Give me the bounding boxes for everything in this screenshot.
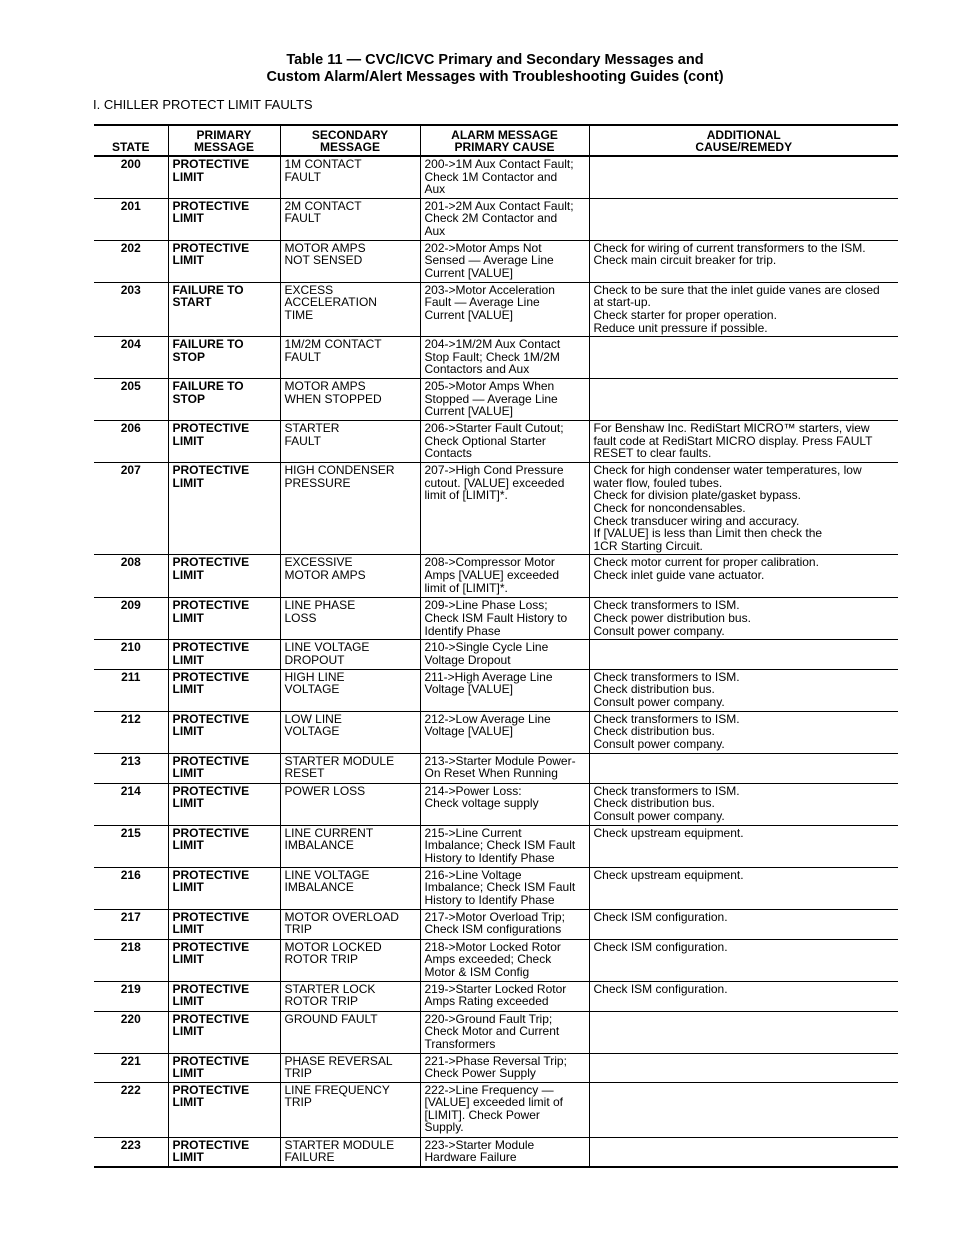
row-state: 207 bbox=[94, 463, 168, 555]
row-alarm-message: 221->Phase Reversal Trip; Check Power Supply bbox=[420, 1053, 589, 1082]
row-secondary-message: HIGH LINE VOLTAGE bbox=[280, 669, 420, 711]
row-primary-message: PROTECTIVE LIMIT bbox=[168, 598, 280, 640]
table-title-line-2: Custom Alarm/Alert Messages with Troubleshooting Guides (cont) bbox=[266, 69, 724, 85]
row-alarm-message: 219->Starter Locked Rotor Amps Rating exceeded bbox=[420, 981, 589, 1011]
row-state: 205 bbox=[94, 379, 168, 421]
row-alarm-message: 203->Motor Acceleration Fault — Average Line Current [VALUE] bbox=[420, 282, 589, 336]
row-additional-remedy: Check transformers to ISM. Check distribution bus. Consult power company. bbox=[589, 669, 898, 711]
table-row bbox=[94, 1137, 898, 1167]
row-alarm-message: 223->Starter Module Hardware Failure bbox=[420, 1137, 589, 1167]
row-alarm-message: 210->Single Cycle Line Voltage Dropout bbox=[420, 640, 589, 669]
table-row bbox=[94, 783, 898, 825]
row-alarm-message: 216->Line Voltage Imbalance; Check ISM Fault History to Identify Phase bbox=[420, 867, 589, 909]
row-primary-message: PROTECTIVE LIMIT bbox=[168, 867, 280, 909]
table-title-line-1: Table 11 — CVC/ICVC Primary and Secondary Messages and bbox=[286, 52, 704, 68]
row-primary-message: PROTECTIVE LIMIT bbox=[168, 669, 280, 711]
row-primary-message: PROTECTIVE LIMIT bbox=[168, 1011, 280, 1053]
row-state: 221 bbox=[94, 1053, 168, 1082]
row-state: 219 bbox=[94, 981, 168, 1011]
row-secondary-message: STARTER MODULE RESET bbox=[280, 753, 420, 783]
row-alarm-message: 205->Motor Amps When Stopped — Average Line Current [VALUE] bbox=[420, 379, 589, 421]
row-additional-remedy bbox=[589, 1053, 898, 1082]
header-row bbox=[94, 125, 898, 156]
row-primary-message: PROTECTIVE LIMIT bbox=[168, 981, 280, 1011]
row-additional-remedy bbox=[589, 1011, 898, 1053]
row-secondary-message: EXCESS ACCELERATION TIME bbox=[280, 282, 420, 336]
row-additional-remedy: Check upstream equipment. bbox=[589, 825, 898, 867]
section-heading: I. CHILLER PROTECT LIMIT FAULTS bbox=[93, 97, 313, 112]
row-state: 204 bbox=[94, 337, 168, 379]
row-secondary-message: MOTOR LOCKED ROTOR TRIP bbox=[280, 939, 420, 981]
row-additional-remedy: Check ISM configuration. bbox=[589, 909, 898, 939]
row-alarm-message: 222->Line Frequency — [VALUE] exceeded limit of [LIMIT]. Check Power Supply. bbox=[420, 1082, 589, 1137]
row-state: 202 bbox=[94, 240, 168, 282]
table-row bbox=[94, 753, 898, 783]
row-additional-remedy: Check for wiring of current transformers to the ISM. Check main circuit breaker for trip. bbox=[589, 240, 898, 282]
table-row bbox=[94, 555, 898, 598]
table-body bbox=[94, 156, 898, 1167]
row-secondary-message: MOTOR AMPS WHEN STOPPED bbox=[280, 379, 420, 421]
table-row bbox=[94, 198, 898, 240]
row-secondary-message: HIGH CONDENSER PRESSURE bbox=[280, 463, 420, 555]
row-state: 211 bbox=[94, 669, 168, 711]
header-additional-remedy: ADDITIONAL CAUSE/REMEDY bbox=[589, 125, 898, 156]
row-secondary-message: POWER LOSS bbox=[280, 783, 420, 825]
row-state: 209 bbox=[94, 598, 168, 640]
row-additional-remedy bbox=[589, 156, 898, 198]
row-state: 215 bbox=[94, 825, 168, 867]
row-secondary-message: 1M CONTACT FAULT bbox=[280, 156, 420, 198]
table-row bbox=[94, 1053, 898, 1082]
row-state: 222 bbox=[94, 1082, 168, 1137]
row-state: 203 bbox=[94, 282, 168, 336]
row-state: 218 bbox=[94, 939, 168, 981]
row-secondary-message: MOTOR OVERLOAD TRIP bbox=[280, 909, 420, 939]
row-additional-remedy bbox=[589, 198, 898, 240]
row-primary-message: PROTECTIVE LIMIT bbox=[168, 1137, 280, 1167]
row-alarm-message: 201->2M Aux Contact Fault; Check 2M Contactor and Aux bbox=[420, 198, 589, 240]
row-secondary-message: EXCESSIVE MOTOR AMPS bbox=[280, 555, 420, 598]
table-row bbox=[94, 669, 898, 711]
row-state: 216 bbox=[94, 867, 168, 909]
troubleshooting-table bbox=[94, 124, 898, 1168]
row-secondary-message: MOTOR AMPS NOT SENSED bbox=[280, 240, 420, 282]
row-additional-remedy bbox=[589, 753, 898, 783]
row-alarm-message: 208->Compressor Motor Amps [VALUE] exceeded limit of [LIMIT]*. bbox=[420, 555, 589, 598]
row-primary-message: PROTECTIVE LIMIT bbox=[168, 640, 280, 669]
row-alarm-message: 214->Power Loss: Check voltage supply bbox=[420, 783, 589, 825]
row-alarm-message: 211->High Average Line Voltage [VALUE] bbox=[420, 669, 589, 711]
row-additional-remedy: For Benshaw Inc. RediStart MICRO™ starters, view fault code at RediStart MICRO display. Press FAULT RESET to clear faults. bbox=[589, 421, 898, 463]
table-row bbox=[94, 867, 898, 909]
row-additional-remedy: Check transformers to ISM. Check distribution bus. Consult power company. bbox=[589, 783, 898, 825]
table-header bbox=[94, 125, 898, 156]
row-additional-remedy: Check ISM configuration. bbox=[589, 939, 898, 981]
row-primary-message: PROTECTIVE LIMIT bbox=[168, 1053, 280, 1082]
row-state: 206 bbox=[94, 421, 168, 463]
row-alarm-message: 204->1M/2M Aux Contact Stop Fault; Check 1M/2M Contactors and Aux bbox=[420, 337, 589, 379]
row-primary-message: PROTECTIVE LIMIT bbox=[168, 711, 280, 753]
table-row bbox=[94, 379, 898, 421]
header-alarm-message: ALARM MESSAGE PRIMARY CAUSE bbox=[420, 125, 589, 156]
row-alarm-message: 207->High Cond Pressure cutout. [VALUE] exceeded limit of [LIMIT]*. bbox=[420, 463, 589, 555]
row-additional-remedy bbox=[589, 1137, 898, 1167]
table-row bbox=[94, 337, 898, 379]
row-state: 212 bbox=[94, 711, 168, 753]
row-alarm-message: 218->Motor Locked Rotor Amps exceeded; Check Motor & ISM Config bbox=[420, 939, 589, 981]
row-state: 213 bbox=[94, 753, 168, 783]
row-additional-remedy: Check for high condenser water temperatures, low water flow, fouled tubes. Check for division plate/gasket bypass. Check for noncondensables. Check transducer wiring and accuracy. If [VALUE] is less than Limit then check the 1CR Starting Circuit. bbox=[589, 463, 898, 555]
row-additional-remedy bbox=[589, 337, 898, 379]
row-secondary-message: GROUND FAULT bbox=[280, 1011, 420, 1053]
row-primary-message: PROTECTIVE LIMIT bbox=[168, 198, 280, 240]
row-additional-remedy: Check motor current for proper calibration. Check inlet guide vane actuator. bbox=[589, 555, 898, 598]
table-row bbox=[94, 598, 898, 640]
row-alarm-message: 209->Line Phase Loss; Check ISM Fault History to Identify Phase bbox=[420, 598, 589, 640]
table-row bbox=[94, 640, 898, 669]
row-state: 208 bbox=[94, 555, 168, 598]
header-state: STATE bbox=[94, 125, 168, 156]
row-additional-remedy: Check ISM configuration. bbox=[589, 981, 898, 1011]
row-additional-remedy: Check transformers to ISM. Check distribution bus. Consult power company. bbox=[589, 711, 898, 753]
row-state: 201 bbox=[94, 198, 168, 240]
row-additional-remedy: Check transformers to ISM. Check power distribution bus. Consult power company. bbox=[589, 598, 898, 640]
row-primary-message: PROTECTIVE LIMIT bbox=[168, 753, 280, 783]
row-state: 200 bbox=[94, 156, 168, 198]
row-primary-message: PROTECTIVE LIMIT bbox=[168, 1082, 280, 1137]
row-state: 223 bbox=[94, 1137, 168, 1167]
row-state: 210 bbox=[94, 640, 168, 669]
row-primary-message: PROTECTIVE LIMIT bbox=[168, 783, 280, 825]
row-secondary-message: LOW LINE VOLTAGE bbox=[280, 711, 420, 753]
table-row bbox=[94, 421, 898, 463]
row-state: 214 bbox=[94, 783, 168, 825]
table-row bbox=[94, 1082, 898, 1137]
table-row bbox=[94, 156, 898, 198]
row-primary-message: FAILURE TO START bbox=[168, 282, 280, 336]
row-secondary-message: LINE FREQUENCY TRIP bbox=[280, 1082, 420, 1137]
row-primary-message: PROTECTIVE LIMIT bbox=[168, 939, 280, 981]
row-alarm-message: 212->Low Average Line Voltage [VALUE] bbox=[420, 711, 589, 753]
row-alarm-message: 200->1M Aux Contact Fault; Check 1M Contactor and Aux bbox=[420, 156, 589, 198]
row-primary-message: PROTECTIVE LIMIT bbox=[168, 240, 280, 282]
table-row bbox=[94, 240, 898, 282]
table-row bbox=[94, 282, 898, 336]
row-alarm-message: 213->Starter Module Power- On Reset When Running bbox=[420, 753, 589, 783]
table-row bbox=[94, 463, 898, 555]
row-primary-message: PROTECTIVE LIMIT bbox=[168, 555, 280, 598]
table-row bbox=[94, 939, 898, 981]
row-alarm-message: 206->Starter Fault Cutout; Check Optional Starter Contacts bbox=[420, 421, 589, 463]
row-secondary-message: 2M CONTACT FAULT bbox=[280, 198, 420, 240]
table-row bbox=[94, 981, 898, 1011]
row-secondary-message: LINE PHASE LOSS bbox=[280, 598, 420, 640]
row-additional-remedy bbox=[589, 640, 898, 669]
row-primary-message: FAILURE TO STOP bbox=[168, 379, 280, 421]
row-secondary-message: 1M/2M CONTACT FAULT bbox=[280, 337, 420, 379]
row-additional-remedy bbox=[589, 1082, 898, 1137]
row-additional-remedy: Check upstream equipment. bbox=[589, 867, 898, 909]
row-primary-message: PROTECTIVE LIMIT bbox=[168, 421, 280, 463]
row-alarm-message: 217->Motor Overload Trip; Check ISM configurations bbox=[420, 909, 589, 939]
row-primary-message: FAILURE TO STOP bbox=[168, 337, 280, 379]
row-additional-remedy bbox=[589, 379, 898, 421]
row-secondary-message: STARTER FAULT bbox=[280, 421, 420, 463]
table-title bbox=[0, 52, 954, 86]
row-primary-message: PROTECTIVE LIMIT bbox=[168, 463, 280, 555]
row-alarm-message: 215->Line Current Imbalance; Check ISM Fault History to Identify Phase bbox=[420, 825, 589, 867]
row-secondary-message: LINE VOLTAGE DROPOUT bbox=[280, 640, 420, 669]
row-state: 220 bbox=[94, 1011, 168, 1053]
row-alarm-message: 202->Motor Amps Not Sensed — Average Line Current [VALUE] bbox=[420, 240, 589, 282]
table-row bbox=[94, 825, 898, 867]
row-secondary-message: STARTER LOCK ROTOR TRIP bbox=[280, 981, 420, 1011]
row-primary-message: PROTECTIVE LIMIT bbox=[168, 909, 280, 939]
row-alarm-message: 220->Ground Fault Trip; Check Motor and Current Transformers bbox=[420, 1011, 589, 1053]
row-secondary-message: LINE VOLTAGE IMBALANCE bbox=[280, 867, 420, 909]
table-row bbox=[94, 711, 898, 753]
table-row bbox=[94, 1011, 898, 1053]
row-primary-message: PROTECTIVE LIMIT bbox=[168, 156, 280, 198]
row-secondary-message: STARTER MODULE FAILURE bbox=[280, 1137, 420, 1167]
row-secondary-message: LINE CURRENT IMBALANCE bbox=[280, 825, 420, 867]
row-primary-message: PROTECTIVE LIMIT bbox=[168, 825, 280, 867]
header-secondary-message: SECONDARY MESSAGE bbox=[280, 125, 420, 156]
row-additional-remedy: Check to be sure that the inlet guide vanes are closed at start-up. Check starter for proper operation. Reduce unit pressure if possible. bbox=[589, 282, 898, 336]
row-secondary-message: PHASE REVERSAL TRIP bbox=[280, 1053, 420, 1082]
header-primary-message: PRIMARY MESSAGE bbox=[168, 125, 280, 156]
row-state: 217 bbox=[94, 909, 168, 939]
table-row bbox=[94, 909, 898, 939]
